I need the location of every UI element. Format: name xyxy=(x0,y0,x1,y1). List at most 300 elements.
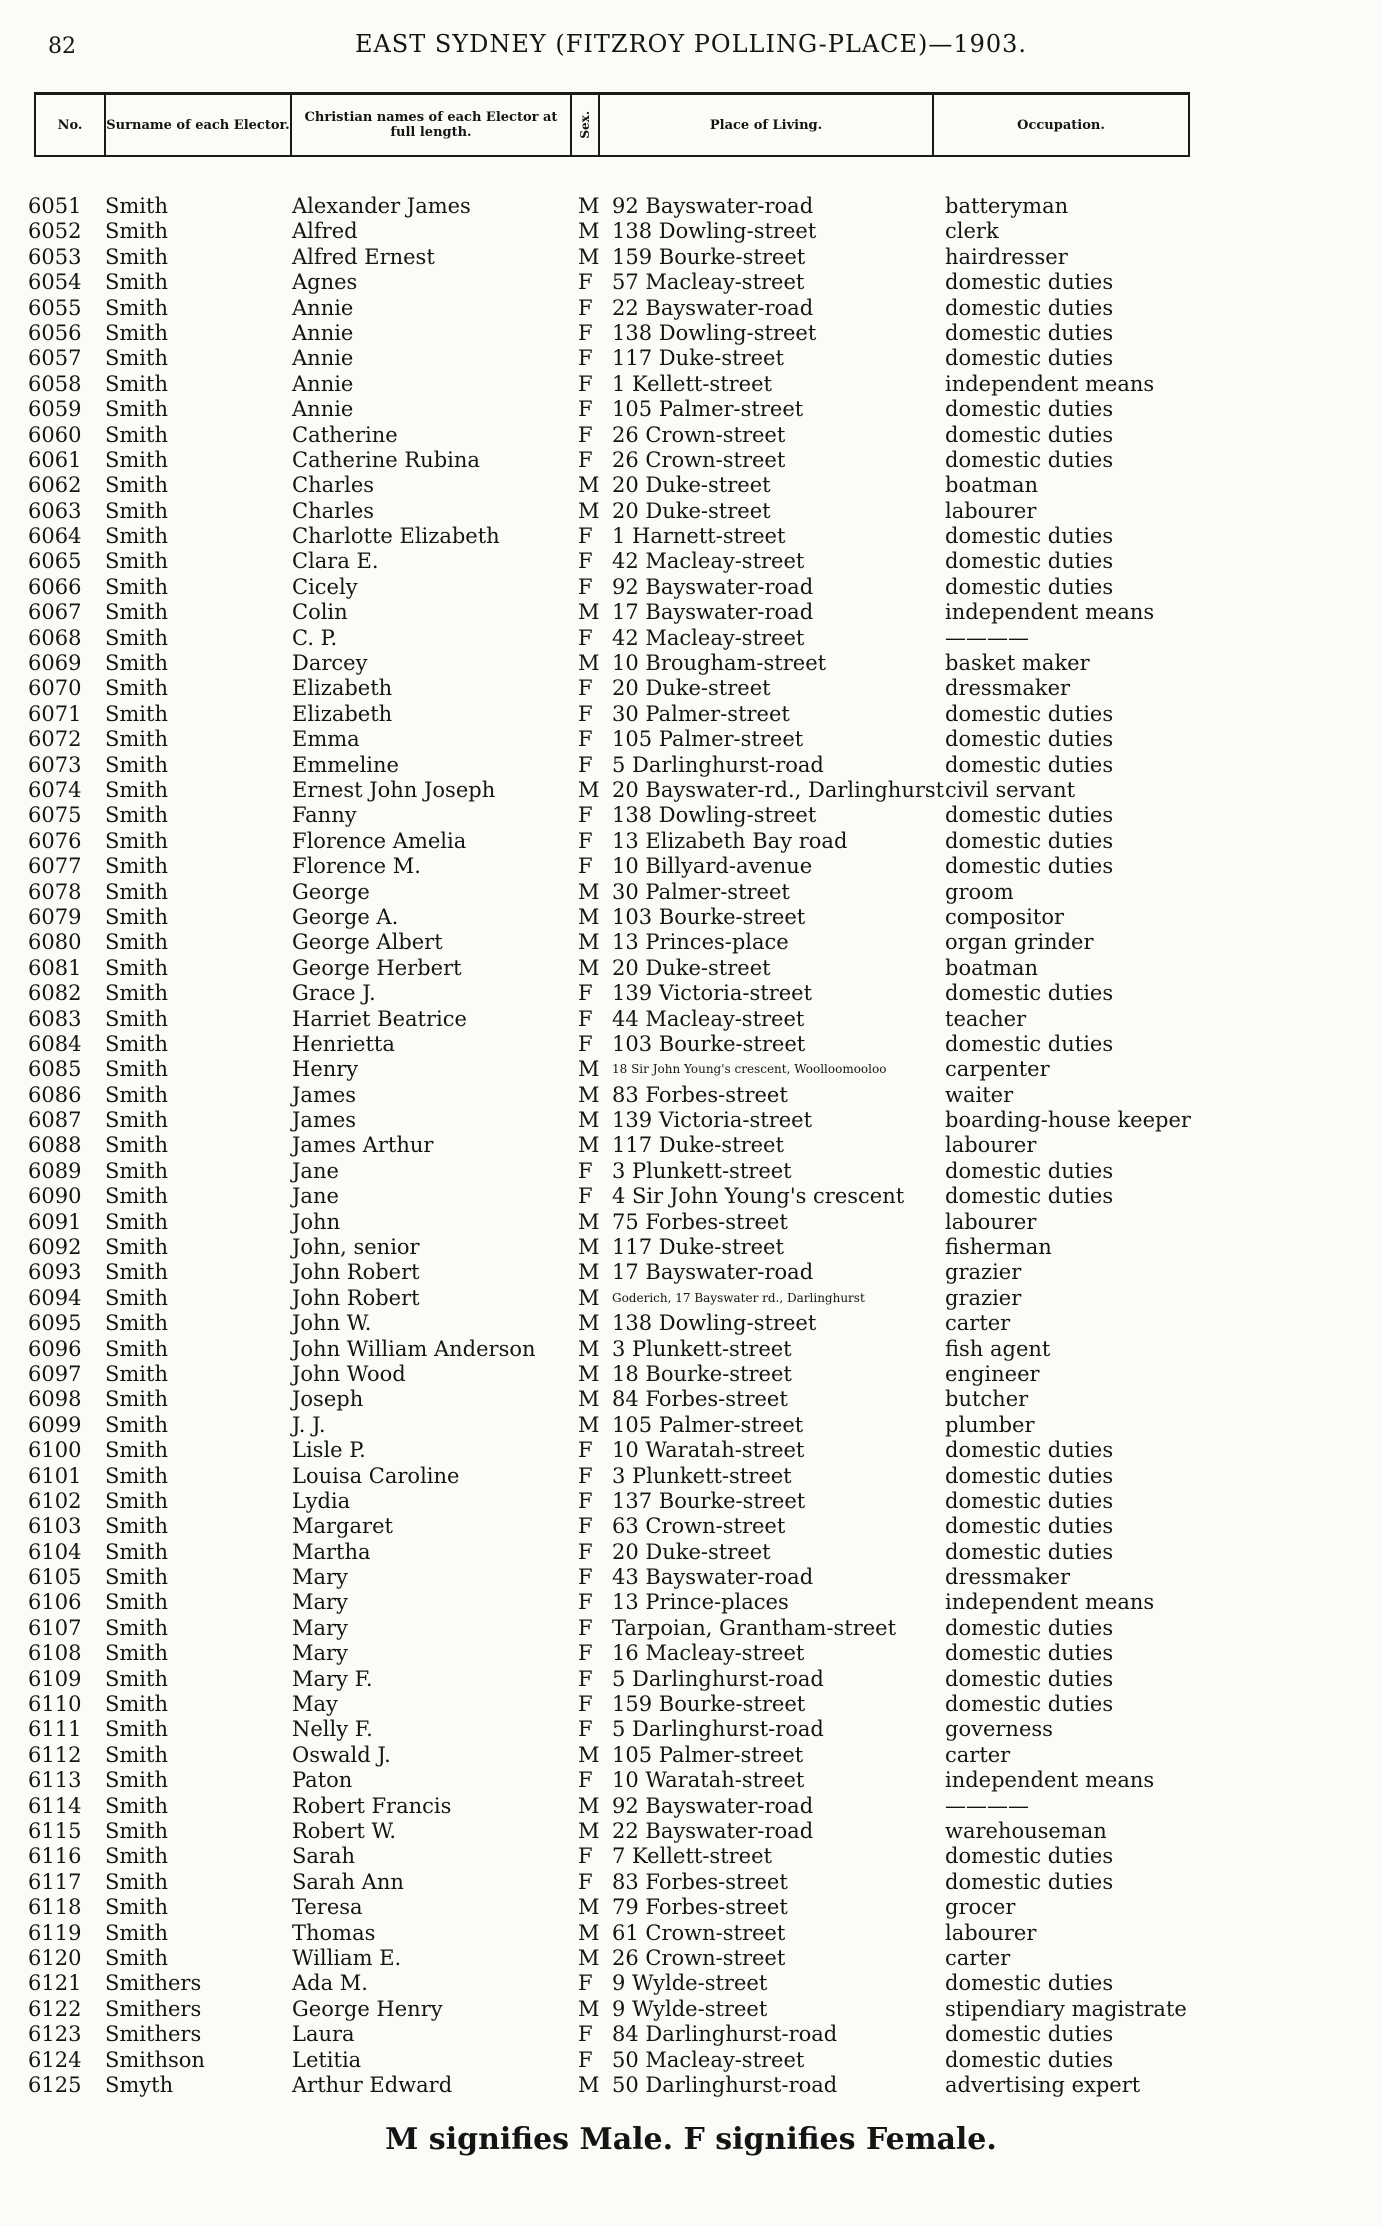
place-of-living: 138 Dowling-street xyxy=(612,320,817,345)
occupation: domestic duties xyxy=(945,752,1114,777)
occupation: domestic duties xyxy=(945,1692,1114,1717)
table-row xyxy=(0,1971,1382,1996)
christian-names: Lisle P. xyxy=(292,1438,366,1463)
surname: Smith xyxy=(105,1844,168,1869)
place-of-living: 17 Bayswater-road xyxy=(612,600,814,625)
elector-number: 6082 xyxy=(28,981,82,1006)
table-row xyxy=(0,1260,1382,1285)
table-row xyxy=(0,2022,1382,2047)
christian-names: Ada M. xyxy=(292,1971,368,1996)
sex: M xyxy=(578,777,600,802)
christian-names: John Robert xyxy=(292,1285,420,1310)
table-row xyxy=(0,194,1382,219)
table-row xyxy=(0,1337,1382,1362)
occupation: fish agent xyxy=(945,1336,1051,1361)
surname: Smith xyxy=(105,1590,168,1615)
sex: M xyxy=(578,194,600,218)
surname: Smith xyxy=(105,1488,168,1513)
table-row xyxy=(0,1921,1382,1946)
elector-number: 6073 xyxy=(28,752,82,777)
elector-number: 6099 xyxy=(28,1412,82,1437)
table-row xyxy=(0,270,1382,295)
christian-names: Robert Francis xyxy=(292,1793,452,1818)
elector-number: 6093 xyxy=(28,1260,82,1285)
elector-number: 6110 xyxy=(28,1692,82,1717)
table-row xyxy=(0,1083,1382,1108)
elector-number: 6091 xyxy=(28,1209,82,1234)
surname: Smith xyxy=(105,1514,168,1539)
elector-number: 6086 xyxy=(28,1082,82,1107)
table-row xyxy=(0,1464,1382,1489)
christian-names: Thomas xyxy=(292,1920,376,1945)
sex: M xyxy=(578,1057,600,1082)
occupation: dressmaker xyxy=(945,1565,1071,1590)
sex: F xyxy=(578,447,593,472)
table-row xyxy=(0,1794,1382,1819)
elector-number: 6118 xyxy=(28,1895,82,1920)
christian-names: John Wood xyxy=(292,1361,406,1386)
surname: Smith xyxy=(105,1742,168,1767)
elector-number: 6087 xyxy=(28,1108,82,1133)
sex: F xyxy=(578,1539,593,1564)
place-of-living: 92 Bayswater-road xyxy=(612,574,814,599)
occupation: labourer xyxy=(945,1209,1037,1234)
place-of-living: 50 Darlinghurst-road xyxy=(612,2072,838,2097)
surname: Smith xyxy=(105,701,168,726)
christian-names: J. J. xyxy=(292,1412,326,1437)
sex: M xyxy=(578,1920,600,1945)
sex: F xyxy=(578,270,593,295)
christian-names: William E. xyxy=(292,1945,402,1970)
surname: Smith xyxy=(105,1692,168,1717)
elector-number: 6072 xyxy=(28,727,82,752)
place-of-living: 26 Crown-street xyxy=(612,1945,786,1970)
elector-number: 6077 xyxy=(28,854,82,879)
christian-names: George Herbert xyxy=(292,955,462,980)
elector-number: 6095 xyxy=(28,1311,82,1336)
place-of-living: 22 Bayswater-road xyxy=(612,295,814,320)
christian-names: Henry xyxy=(292,1057,359,1082)
occupation: domestic duties xyxy=(945,270,1114,295)
surname: Smith xyxy=(105,727,168,752)
sex: M xyxy=(578,1311,600,1336)
table-row xyxy=(0,1133,1382,1158)
christian-names: Alfred xyxy=(292,219,358,244)
surname: Smith xyxy=(105,651,168,676)
surname: Smith xyxy=(105,828,168,853)
sex: F xyxy=(578,1692,593,1717)
surname: Smith xyxy=(105,1285,168,1310)
sex: M xyxy=(578,1235,600,1260)
sex: M xyxy=(578,244,600,269)
table-row xyxy=(0,346,1382,371)
table-row xyxy=(0,1895,1382,1920)
table-row xyxy=(0,702,1382,727)
surname: Smith xyxy=(105,320,168,345)
place-of-living: 57 Macleay-street xyxy=(612,270,805,295)
surname: Smith xyxy=(105,879,168,904)
occupation: domestic duties xyxy=(945,981,1114,1006)
table-row xyxy=(0,1387,1382,1412)
column-header-sex: Sex. xyxy=(577,111,592,139)
surname: Smith xyxy=(105,1108,168,1133)
place-of-living: 138 Dowling-street xyxy=(612,219,817,244)
place-of-living: 139 Victoria-street xyxy=(612,981,813,1006)
surname: Smith xyxy=(105,1869,168,1894)
elector-number: 6066 xyxy=(28,574,82,599)
occupation: organ grinder xyxy=(945,930,1094,955)
christian-names: Oswald J. xyxy=(292,1742,391,1767)
christian-names: May xyxy=(292,1692,338,1717)
occupation: domestic duties xyxy=(945,1184,1114,1209)
surname: Smith xyxy=(105,295,168,320)
occupation: batteryman xyxy=(945,194,1069,218)
occupation: domestic duties xyxy=(945,422,1114,447)
christian-names: Agnes xyxy=(292,270,358,295)
column-header-occupation: Occupation. xyxy=(1017,117,1105,133)
elector-number: 6085 xyxy=(28,1057,82,1082)
table-row xyxy=(0,753,1382,778)
sex: F xyxy=(578,295,593,320)
occupation: plumber xyxy=(945,1412,1035,1437)
surname: Smithers xyxy=(105,1971,202,1996)
sex: F xyxy=(578,981,593,1006)
surname: Smith xyxy=(105,1920,168,1945)
place-of-living: 5 Darlinghurst-road xyxy=(612,752,824,777)
place-of-living: 30 Palmer-street xyxy=(612,879,790,904)
sex: F xyxy=(578,422,593,447)
christian-names: Annie xyxy=(292,397,354,422)
occupation: butcher xyxy=(945,1387,1029,1412)
table-row xyxy=(0,1159,1382,1184)
table-row xyxy=(0,1286,1382,1311)
table-row xyxy=(0,1362,1382,1387)
occupation: domestic duties xyxy=(945,574,1114,599)
table-row xyxy=(0,905,1382,930)
christian-names: Annie xyxy=(292,346,354,371)
occupation: domestic duties xyxy=(945,2047,1114,2072)
occupation: domestic duties xyxy=(945,320,1114,345)
surname: Smith xyxy=(105,1463,168,1488)
sex: F xyxy=(578,1438,593,1463)
christian-names: Louisa Caroline xyxy=(292,1463,460,1488)
surname: Smith xyxy=(105,1895,168,1920)
place-of-living: 17 Bayswater-road xyxy=(612,1260,814,1285)
surname: Smith xyxy=(105,752,168,777)
surname: Smith xyxy=(105,777,168,802)
elector-number: 6067 xyxy=(28,600,82,625)
sex: M xyxy=(578,1082,600,1107)
elector-number: 6111 xyxy=(28,1717,82,1742)
table-row xyxy=(0,2048,1382,2073)
christian-names: Laura xyxy=(292,2022,355,2047)
place-of-living: 18 Sir John Young's crescent, Woolloomooloo xyxy=(612,1062,887,1077)
occupation: governess xyxy=(945,1717,1053,1742)
christian-names: Annie xyxy=(292,320,354,345)
christian-names: Letitia xyxy=(292,2047,362,2072)
place-of-living: 7 Kellett-street xyxy=(612,1844,772,1869)
elector-number: 6122 xyxy=(28,1996,82,2021)
table-row xyxy=(0,600,1382,625)
place-of-living: 75 Forbes-street xyxy=(612,1209,788,1234)
sex: M xyxy=(578,1793,600,1818)
table-row xyxy=(0,423,1382,448)
occupation: domestic duties xyxy=(945,1031,1114,1056)
occupation: independent means xyxy=(945,1590,1155,1615)
table-row xyxy=(0,1438,1382,1463)
occupation: basket maker xyxy=(945,651,1090,676)
place-of-living: 13 Princes-place xyxy=(612,930,789,955)
table-row xyxy=(0,829,1382,854)
occupation: domestic duties xyxy=(945,1514,1114,1539)
christian-names: Mary xyxy=(292,1641,348,1666)
surname: Smith xyxy=(105,1311,168,1336)
elector-number: 6061 xyxy=(28,447,82,472)
table-row xyxy=(0,524,1382,549)
elector-number: 6117 xyxy=(28,1869,82,1894)
place-of-living: 16 Macleay-street xyxy=(612,1641,805,1666)
elector-number: 6065 xyxy=(28,549,82,574)
surname: Smith xyxy=(105,1336,168,1361)
table-row xyxy=(0,473,1382,498)
elector-number: 6106 xyxy=(28,1590,82,1615)
sex: F xyxy=(578,397,593,422)
table-row xyxy=(0,626,1382,651)
occupation: engineer xyxy=(945,1361,1040,1386)
elector-number: 6084 xyxy=(28,1031,82,1056)
christian-names: Catherine Rubina xyxy=(292,447,480,472)
surname: Smith xyxy=(105,447,168,472)
place-of-living: 13 Prince-places xyxy=(612,1590,789,1615)
sex: M xyxy=(578,2072,600,2097)
elector-number: 6089 xyxy=(28,1158,82,1183)
christian-names: Alfred Ernest xyxy=(292,244,435,269)
place-of-living: 83 Forbes-street xyxy=(612,1082,788,1107)
elector-number: 6062 xyxy=(28,473,82,498)
place-of-living: 105 Palmer-street xyxy=(612,1412,804,1437)
elector-number: 6116 xyxy=(28,1844,82,1869)
christian-names: James Arthur xyxy=(292,1133,434,1158)
place-of-living: Tarpoian, Grantham-street xyxy=(612,1615,897,1640)
elector-number: 6051 xyxy=(28,194,82,218)
sex: F xyxy=(578,524,593,549)
sex: M xyxy=(578,1742,600,1767)
sex: F xyxy=(578,1844,593,1869)
sex: F xyxy=(578,1869,593,1894)
occupation: compositor xyxy=(945,904,1065,929)
occupation: grocer xyxy=(945,1895,1016,1920)
christian-names: Colin xyxy=(292,600,348,625)
christian-names: Arthur Edward xyxy=(292,2072,453,2097)
header-right-border xyxy=(1188,94,1190,156)
sex: M xyxy=(578,1336,600,1361)
sex: M xyxy=(578,1819,600,1843)
table-row xyxy=(0,727,1382,752)
surname: Smith xyxy=(105,1641,168,1666)
table-row xyxy=(0,1870,1382,1895)
place-of-living: 10 Brougham-street xyxy=(612,651,827,676)
sex: F xyxy=(578,1158,593,1183)
table-row xyxy=(0,1057,1382,1082)
occupation: independent means xyxy=(945,371,1155,396)
surname: Smith xyxy=(105,1438,168,1463)
sex: M xyxy=(578,1108,600,1133)
elector-number: 6064 xyxy=(28,524,82,549)
table-row xyxy=(0,981,1382,1006)
table-row xyxy=(0,245,1382,270)
place-of-living: 26 Crown-street xyxy=(612,422,786,447)
christian-names: Catherine xyxy=(292,422,398,447)
surname: Smith xyxy=(105,854,168,879)
elector-number: 6097 xyxy=(28,1361,82,1386)
surname: Smith xyxy=(105,371,168,396)
elector-number: 6081 xyxy=(28,955,82,980)
elector-number: 6055 xyxy=(28,295,82,320)
sex: M xyxy=(578,1285,600,1310)
table-row xyxy=(0,549,1382,574)
sex: F xyxy=(578,2022,593,2047)
place-of-living: 42 Macleay-street xyxy=(612,625,805,650)
surname: Smith xyxy=(105,1057,168,1082)
surname: Smith xyxy=(105,600,168,625)
occupation: domestic duties xyxy=(945,1488,1114,1513)
place-of-living: 1 Kellett-street xyxy=(612,371,772,396)
table-row xyxy=(0,651,1382,676)
sex: F xyxy=(578,1717,593,1742)
surname: Smith xyxy=(105,1615,168,1640)
surname: Smith xyxy=(105,955,168,980)
place-of-living: 4 Sir John Young's crescent xyxy=(612,1184,905,1209)
elector-number: 6102 xyxy=(28,1488,82,1513)
christian-names: Emma xyxy=(292,727,360,752)
elector-number: 6121 xyxy=(28,1971,82,1996)
christian-names: Paton xyxy=(292,1768,353,1793)
place-of-living: 20 Bayswater-rd., Darlinghurst xyxy=(612,777,945,802)
elector-number: 6112 xyxy=(28,1742,82,1767)
occupation: hairdresser xyxy=(945,244,1068,269)
christian-names: John William Anderson xyxy=(292,1336,536,1361)
occupation: domestic duties xyxy=(945,1641,1114,1666)
elector-number: 6075 xyxy=(28,803,82,828)
place-of-living: 63 Crown-street xyxy=(612,1514,786,1539)
place-of-living: 43 Bayswater-road xyxy=(612,1565,814,1590)
christian-names: Margaret xyxy=(292,1514,393,1539)
surname: Smith xyxy=(105,1793,168,1818)
surname: Smith xyxy=(105,473,168,498)
christian-names: Mary xyxy=(292,1590,348,1615)
place-of-living: 50 Macleay-street xyxy=(612,2047,805,2072)
table-row xyxy=(0,1819,1382,1844)
christian-names: George xyxy=(292,879,370,904)
sex: F xyxy=(578,1031,593,1056)
surname: Smith xyxy=(105,422,168,447)
elector-number: 6101 xyxy=(28,1463,82,1488)
occupation: domestic duties xyxy=(945,1539,1114,1564)
elector-number: 6068 xyxy=(28,625,82,650)
occupation: domestic duties xyxy=(945,524,1114,549)
occupation: domestic duties xyxy=(945,1615,1114,1640)
place-of-living: 22 Bayswater-road xyxy=(612,1819,814,1843)
christian-names: George A. xyxy=(292,904,399,929)
elector-number: 6105 xyxy=(28,1565,82,1590)
occupation: waiter xyxy=(945,1082,1014,1107)
elector-number: 6054 xyxy=(28,270,82,295)
table-row xyxy=(0,372,1382,397)
elector-number: 6119 xyxy=(28,1920,82,1945)
elector-number: 6052 xyxy=(28,219,82,244)
place-of-living: 159 Bourke-street xyxy=(612,244,806,269)
elector-number: 6092 xyxy=(28,1235,82,1260)
place-of-living: 138 Dowling-street xyxy=(612,803,817,828)
sex: M xyxy=(578,879,600,904)
place-of-living: 84 Forbes-street xyxy=(612,1387,788,1412)
elector-number: 6083 xyxy=(28,1006,82,1031)
place-of-living: 92 Bayswater-road xyxy=(612,194,814,218)
sex: F xyxy=(578,574,593,599)
table-row xyxy=(0,880,1382,905)
occupation: ———— xyxy=(945,625,1029,650)
column-header-no: No. xyxy=(57,117,83,133)
elector-number: 6079 xyxy=(28,904,82,929)
place-of-living: 83 Forbes-street xyxy=(612,1869,788,1894)
table-row xyxy=(0,1667,1382,1692)
occupation: carpenter xyxy=(945,1057,1050,1082)
sex: F xyxy=(578,320,593,345)
surname: Smith xyxy=(105,1006,168,1031)
occupation: carter xyxy=(945,1311,1011,1336)
occupation: teacher xyxy=(945,1006,1027,1031)
christian-names: Jane xyxy=(292,1184,339,1209)
surname: Smith xyxy=(105,1945,168,1970)
occupation: stipendiary magistrate xyxy=(945,1996,1187,2021)
occupation: domestic duties xyxy=(945,803,1114,828)
surname: Smith xyxy=(105,244,168,269)
elector-number: 6053 xyxy=(28,244,82,269)
surname: Smith xyxy=(105,498,168,523)
sex: F xyxy=(578,1666,593,1691)
table-row xyxy=(0,575,1382,600)
sex: F xyxy=(578,803,593,828)
column-header-christian: Christian names of each Elector at full length. xyxy=(304,110,558,140)
occupation: ———— xyxy=(945,1793,1029,1818)
sex: M xyxy=(578,498,600,523)
surname: Smith xyxy=(105,397,168,422)
place-of-living: 159 Bourke-street xyxy=(612,1692,806,1717)
table-row xyxy=(0,854,1382,879)
elector-number: 6063 xyxy=(28,498,82,523)
place-of-living: 105 Palmer-street xyxy=(612,397,804,422)
christian-names: James xyxy=(292,1108,357,1133)
elector-number: 6057 xyxy=(28,346,82,371)
elector-number: 6104 xyxy=(28,1539,82,1564)
place-of-living: 103 Bourke-street xyxy=(612,1031,806,1056)
christian-names: Charles xyxy=(292,473,375,498)
surname: Smith xyxy=(105,1133,168,1158)
occupation: domestic duties xyxy=(945,1438,1114,1463)
surname: Smithson xyxy=(105,2047,205,2072)
christian-names: Nelly F. xyxy=(292,1717,373,1742)
sex: F xyxy=(578,701,593,726)
sex: F xyxy=(578,346,593,371)
occupation: domestic duties xyxy=(945,447,1114,472)
table-row xyxy=(0,1565,1382,1590)
surname: Smith xyxy=(105,524,168,549)
elector-number: 6058 xyxy=(28,371,82,396)
christian-names: Sarah Ann xyxy=(292,1869,404,1894)
table-row xyxy=(0,1489,1382,1514)
occupation: domestic duties xyxy=(945,397,1114,422)
occupation: labourer xyxy=(945,1920,1037,1945)
